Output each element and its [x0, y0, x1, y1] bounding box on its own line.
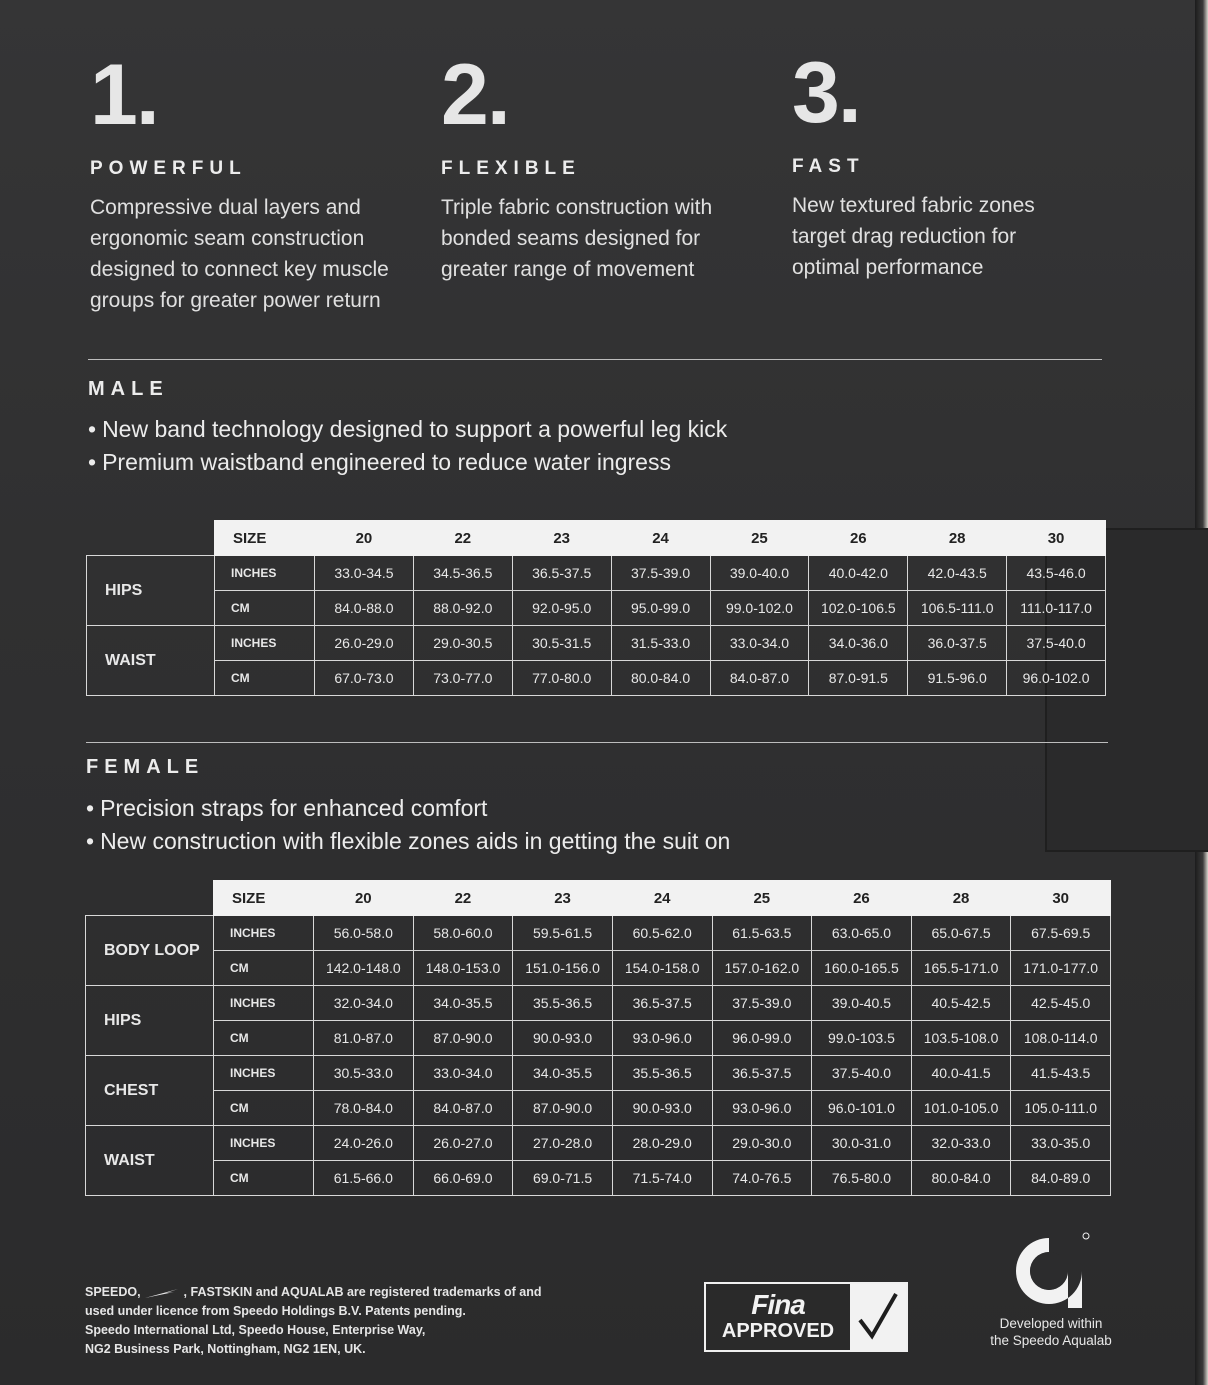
measurement-cell: 34.0-35.5	[413, 986, 513, 1021]
measurement-cell: 36.0-37.5	[908, 626, 1007, 661]
feature-powerful	[90, 47, 420, 316]
table-row	[86, 1126, 1111, 1161]
measurement-cell: 34.0-35.5	[513, 1056, 613, 1091]
measurement-group-label: HIPS	[86, 986, 214, 1056]
table-corner	[86, 881, 214, 916]
female-bullets	[86, 792, 730, 858]
measurement-cell: 37.5-40.0	[812, 1056, 912, 1091]
measurement-cell: 84.0-87.0	[413, 1091, 513, 1126]
measurement-group-label: WAIST	[86, 1126, 214, 1196]
legal-text	[85, 1283, 565, 1359]
feature-description: Triple fabric construction with bonded seams designed for greater range of movement	[441, 196, 713, 281]
feature-flexible	[441, 47, 771, 285]
measurement-cell: 76.5-80.0	[812, 1161, 912, 1196]
measurement-cell: 87.0-90.0	[413, 1021, 513, 1056]
fina-word: Fina	[751, 1289, 805, 1320]
measurement-cell: 67.5-69.5	[1011, 916, 1111, 951]
aqualab-line-1: Developed within	[999, 1316, 1103, 1331]
measurement-cell: 58.0-60.0	[413, 916, 513, 951]
measurement-group-label: WAIST	[87, 626, 215, 696]
measurement-cell: 157.0-162.0	[712, 951, 812, 986]
size-column-header: 22	[413, 521, 512, 556]
measurement-cell: 96.0-101.0	[812, 1091, 912, 1126]
measurement-cell: 32.0-34.0	[314, 986, 414, 1021]
size-header: SIZE	[214, 881, 314, 916]
measurement-cell: 37.5-39.0	[611, 556, 710, 591]
measurement-cell: 154.0-158.0	[612, 951, 712, 986]
table-row	[86, 916, 1111, 951]
measurement-cell: 42.0-43.5	[908, 556, 1007, 591]
measurement-cell: 67.0-73.0	[315, 661, 414, 696]
measurement-cell: 27.0-28.0	[513, 1126, 613, 1161]
measurement-cell: 108.0-114.0	[1011, 1021, 1111, 1056]
measurement-cell: 99.0-102.0	[710, 591, 809, 626]
size-column-header: 25	[710, 521, 809, 556]
feature-fast	[792, 45, 1122, 283]
unit-label: CM	[214, 951, 314, 986]
measurement-cell: 87.0-91.5	[809, 661, 908, 696]
measurement-group-label: HIPS	[87, 556, 215, 626]
feature-description: Compressive dual layers and ergonomic seam construction designed to connect key muscle groups for greater power return	[90, 196, 389, 312]
size-column-header: 20	[315, 521, 414, 556]
measurement-cell: 33.0-34.5	[315, 556, 414, 591]
size-column-header: 23	[513, 881, 613, 916]
unit-label: INCHES	[215, 626, 315, 661]
measurement-cell: 33.0-35.0	[1011, 1126, 1111, 1161]
feature-heading: POWERFUL	[90, 158, 247, 179]
unit-label: INCHES	[214, 916, 314, 951]
measurement-cell: 33.0-34.0	[710, 626, 809, 661]
unit-label: CM	[214, 1161, 314, 1196]
unit-label: INCHES	[214, 1126, 314, 1161]
measurement-cell: 80.0-84.0	[611, 661, 710, 696]
table-row	[86, 951, 1111, 986]
measurement-cell: 171.0-177.0	[1011, 951, 1111, 986]
divider	[86, 742, 1108, 743]
unit-label: CM	[215, 661, 315, 696]
measurement-cell: 28.0-29.0	[612, 1126, 712, 1161]
measurement-cell: 81.0-87.0	[314, 1021, 414, 1056]
measurement-cell: 37.5-39.0	[712, 986, 812, 1021]
measurement-cell: 71.5-74.0	[612, 1161, 712, 1196]
size-column-header: 22	[413, 881, 513, 916]
measurement-cell: 41.5-43.5	[1011, 1056, 1111, 1091]
measurement-cell: 74.0-76.5	[712, 1161, 812, 1196]
size-column-header: 28	[908, 521, 1007, 556]
measurement-cell: 160.0-165.5	[812, 951, 912, 986]
size-column-header: 26	[809, 521, 908, 556]
unit-label: CM	[215, 591, 315, 626]
female-bullet-1: • Precision straps for enhanced comfort	[86, 792, 730, 825]
measurement-cell: 77.0-80.0	[512, 661, 611, 696]
measurement-cell: 63.0-65.0	[812, 916, 912, 951]
legal-line-2: Speedo International Ltd, Speedo House, Enterprise Way,	[85, 1323, 426, 1337]
unit-label: INCHES	[214, 986, 314, 1021]
measurement-cell: 95.0-99.0	[611, 591, 710, 626]
size-column-header: 30	[1007, 521, 1106, 556]
measurement-cell: 42.5-45.0	[1011, 986, 1111, 1021]
measurement-cell: 35.5-36.5	[513, 986, 613, 1021]
measurement-cell: 99.0-103.5	[812, 1021, 912, 1056]
feature-description: New textured fabric zones target drag reduction for optimal performance	[792, 194, 1035, 279]
fina-check-box	[850, 1284, 906, 1350]
measurement-cell: 39.0-40.5	[812, 986, 912, 1021]
size-column-header: 24	[612, 881, 712, 916]
measurement-cell: 60.5-62.0	[612, 916, 712, 951]
measurement-cell: 35.5-36.5	[612, 1056, 712, 1091]
measurement-cell: 31.5-33.0	[611, 626, 710, 661]
measurement-cell: 103.5-108.0	[911, 1021, 1011, 1056]
feature-number: 2.	[441, 47, 509, 143]
table-row	[86, 1021, 1111, 1056]
measurement-cell: 111.0-117.0	[1007, 591, 1106, 626]
measurement-cell: 84.0-88.0	[315, 591, 414, 626]
measurement-cell: 151.0-156.0	[513, 951, 613, 986]
aqualab-line-2: the Speedo Aqualab	[990, 1333, 1112, 1348]
unit-label: CM	[214, 1091, 314, 1126]
measurement-cell: 59.5-61.5	[513, 916, 613, 951]
measurement-cell: 90.0-93.0	[612, 1091, 712, 1126]
measurement-cell: 24.0-26.0	[314, 1126, 414, 1161]
measurement-cell: 36.5-37.5	[512, 556, 611, 591]
measurement-cell: 105.0-111.0	[1011, 1091, 1111, 1126]
measurement-cell: 40.5-42.5	[911, 986, 1011, 1021]
measurement-cell: 165.5-171.0	[911, 951, 1011, 986]
measurement-cell: 30.5-31.5	[512, 626, 611, 661]
feature-heading: FAST	[792, 156, 865, 177]
measurement-cell: 96.0-99.0	[712, 1021, 812, 1056]
measurement-group-label: CHEST	[86, 1056, 214, 1126]
measurement-cell: 61.5-63.5	[712, 916, 812, 951]
table-row	[87, 591, 1106, 626]
fina-approved-label: APPROVED	[721, 1320, 835, 1342]
feature-number: 3.	[792, 45, 860, 141]
divider	[88, 359, 1102, 360]
measurement-cell: 80.0-84.0	[911, 1161, 1011, 1196]
size-column-header: 30	[1011, 881, 1111, 916]
male-title: MALE	[88, 378, 169, 400]
table-row	[86, 1161, 1111, 1196]
size-column-header: 20	[314, 881, 414, 916]
measurement-cell: 34.0-36.0	[809, 626, 908, 661]
size-column-header: 28	[911, 881, 1011, 916]
size-header: SIZE	[215, 521, 315, 556]
measurement-cell: 61.5-66.0	[314, 1161, 414, 1196]
measurement-cell: 26.0-29.0	[315, 626, 414, 661]
feature-number: 1.	[90, 47, 158, 143]
size-column-header: 25	[712, 881, 812, 916]
measurement-cell: 40.0-41.5	[911, 1056, 1011, 1091]
measurement-cell: 56.0-58.0	[314, 916, 414, 951]
measurement-cell: 91.5-96.0	[908, 661, 1007, 696]
measurement-cell: 92.0-95.0	[512, 591, 611, 626]
measurement-cell: 102.0-106.5	[809, 591, 908, 626]
measurement-group-label: BODY LOOP	[86, 916, 214, 986]
measurement-cell: 66.0-69.0	[413, 1161, 513, 1196]
legal-line-1: , FASTSKIN and AQUALAB are registered trademarks of and used under licence from Speedo Holdings B.V. Patents pending.	[85, 1285, 542, 1318]
table-row	[87, 556, 1106, 591]
measurement-cell: 87.0-90.0	[513, 1091, 613, 1126]
male-bullet-2: • Premium waistband engineered to reduce water ingress	[88, 446, 727, 479]
legal-line-3: NG2 Business Park, Nottingham, NG2 1EN, UK.	[85, 1342, 366, 1356]
measurement-cell: 88.0-92.0	[413, 591, 512, 626]
size-column-header: 26	[812, 881, 912, 916]
measurement-cell: 142.0-148.0	[314, 951, 414, 986]
measurement-cell: 30.5-33.0	[314, 1056, 414, 1091]
measurement-cell: 69.0-71.5	[513, 1161, 613, 1196]
measurement-cell: 43.5-46.0	[1007, 556, 1106, 591]
measurement-cell: 37.5-40.0	[1007, 626, 1106, 661]
unit-label: CM	[214, 1021, 314, 1056]
measurement-cell: 40.0-42.0	[809, 556, 908, 591]
measurement-cell: 34.5-36.5	[413, 556, 512, 591]
measurement-cell: 36.5-37.5	[712, 1056, 812, 1091]
size-column-header: 23	[512, 521, 611, 556]
feature-heading: FLEXIBLE	[441, 158, 581, 179]
male-size-table	[86, 520, 1106, 696]
aqualab-caption	[968, 1315, 1134, 1349]
measurement-cell: 84.0-87.0	[710, 661, 809, 696]
measurement-cell: 39.0-40.0	[710, 556, 809, 591]
fina-approved-badge	[704, 1282, 908, 1352]
table-corner	[87, 521, 215, 556]
measurement-cell: 33.0-34.0	[413, 1056, 513, 1091]
measurement-cell: 29.0-30.0	[712, 1126, 812, 1161]
table-row	[86, 986, 1111, 1021]
unit-label: INCHES	[215, 556, 315, 591]
measurement-cell: 84.0-89.0	[1011, 1161, 1111, 1196]
aqualab-a-icon	[1008, 1232, 1090, 1314]
legal-brand: SPEEDO,	[85, 1285, 141, 1299]
female-title: FEMALE	[86, 756, 205, 778]
male-bullet-1: • New band technology designed to support a powerful leg kick	[88, 413, 727, 446]
speedo-boomerang-icon	[144, 1287, 180, 1299]
measurement-cell: 90.0-93.0	[513, 1021, 613, 1056]
table-row	[87, 626, 1106, 661]
measurement-cell: 73.0-77.0	[413, 661, 512, 696]
measurement-cell: 93.0-96.0	[712, 1091, 812, 1126]
size-column-header: 24	[611, 521, 710, 556]
table-row	[86, 1091, 1111, 1126]
measurement-cell: 148.0-153.0	[413, 951, 513, 986]
measurement-cell: 96.0-102.0	[1007, 661, 1106, 696]
female-bullet-2: • New construction with flexible zones aids in getting the suit on	[86, 825, 730, 858]
female-size-table	[85, 880, 1111, 1196]
measurement-cell: 78.0-84.0	[314, 1091, 414, 1126]
measurement-cell: 30.0-31.0	[812, 1126, 912, 1161]
measurement-cell: 101.0-105.0	[911, 1091, 1011, 1126]
measurement-cell: 29.0-30.5	[413, 626, 512, 661]
unit-label: INCHES	[214, 1056, 314, 1091]
measurement-cell: 26.0-27.0	[413, 1126, 513, 1161]
measurement-cell: 93.0-96.0	[612, 1021, 712, 1056]
table-row	[87, 661, 1106, 696]
checkmark-icon	[850, 1284, 906, 1350]
male-bullets	[88, 413, 727, 479]
measurement-cell: 36.5-37.5	[612, 986, 712, 1021]
measurement-cell: 32.0-33.0	[911, 1126, 1011, 1161]
measurement-cell: 65.0-67.5	[911, 916, 1011, 951]
measurement-cell: 106.5-111.0	[908, 591, 1007, 626]
table-row	[86, 1056, 1111, 1091]
